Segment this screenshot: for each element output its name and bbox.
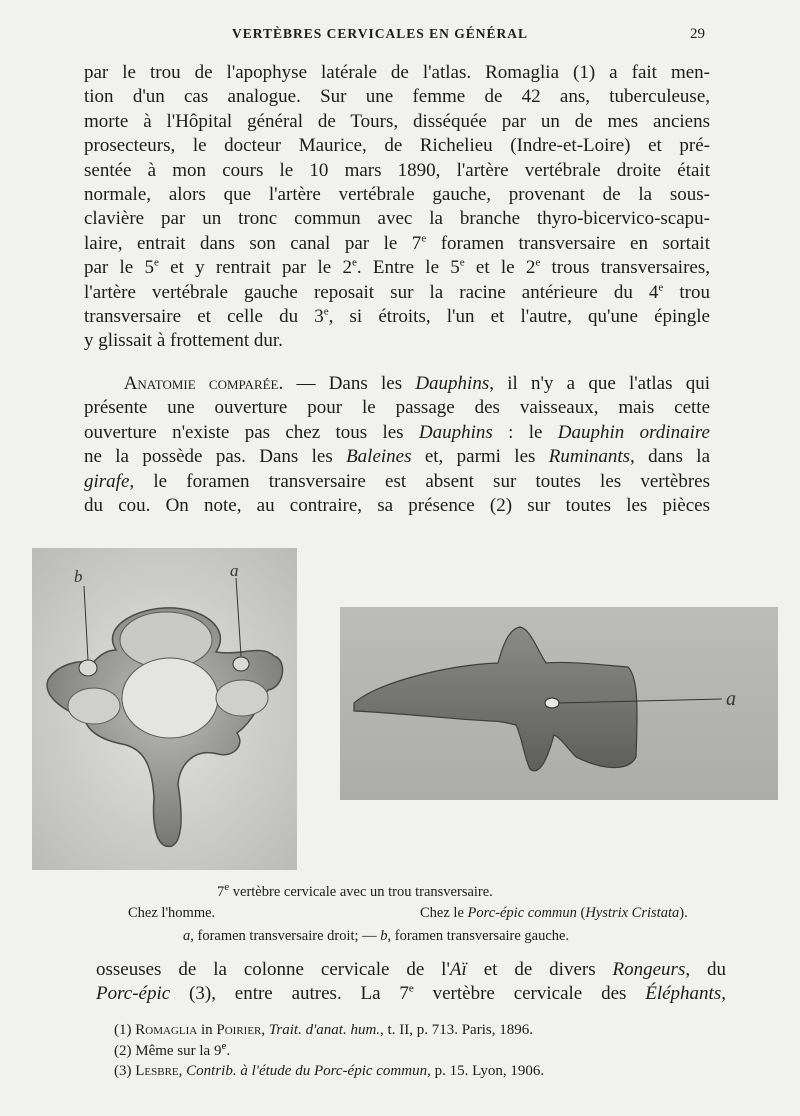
- articular-facet-left: [68, 688, 120, 724]
- human-vertebra-figure: [32, 548, 297, 870]
- text-line: clavière par un tronc commun avec la branche thyro-bicervico-scapu-: [84, 208, 710, 230]
- text-line: ouverture n'existe pas chez tous les Dauphins : le Dauphin ordinaire: [84, 421, 710, 443]
- caption-right: Chez le Porc-épic commun (Hystrix Cristata).: [420, 905, 688, 921]
- text-line: transversaire et celle du 3e, si étroits, l'un et l'autre, qu'une épingle: [84, 305, 710, 328]
- text-line: Anatomie comparée. — Dans les Dauphins, il n'y a que l'atlas qui: [123, 373, 711, 394]
- caption-left: Chez l'homme.: [128, 905, 216, 921]
- articular-facet-right: [216, 680, 268, 716]
- text-line: laire, entrait dans son canal par le 7e foramen transversaire en sortait: [84, 232, 710, 254]
- label-a: a: [726, 688, 736, 710]
- paragraph-3: [96, 958, 726, 1007]
- text-line: Porc-épic (3), entre autres. La 7e vertèbre cervicale des Éléphants,: [96, 983, 726, 1005]
- text-line: par le trou de l'apophyse latérale de l'atlas. Romaglia (1) a fait men-: [84, 62, 710, 83]
- paragraph-1: [84, 61, 710, 354]
- text-line: sentée à mon cours le 10 mars 1890, l'artère vertébrale droite était: [84, 159, 710, 181]
- figure-caption: 7e vertèbre cervicale avec un trou transversaire.: [217, 881, 493, 900]
- footnote-1: (1) Romaglia in Poirier, Trait. d'anat. hum., t. II, p. 713. Paris, 1896.: [114, 1022, 533, 1038]
- page-number: 29: [690, 26, 705, 42]
- text-line: osseuses de la colonne cervicale de l'Aï et de divers Rongeurs, du: [96, 959, 727, 980]
- foramen-b: [79, 660, 97, 676]
- page-header: [0, 26, 800, 50]
- text-line: tion d'un cas analogue. Sur une femme de 42 ans, tuberculeuse,: [84, 86, 710, 108]
- label-b: b: [74, 567, 83, 586]
- paragraph-2: [84, 372, 710, 518]
- porcupine-vertebra-figure: [340, 607, 778, 800]
- footnote-3: (3) Lesbre, Contrib. à l'étude du Porc-épic commun, p. 15. Lyon, 1906.: [114, 1063, 545, 1079]
- running-title: VERTÈBRES CERVICALES EN GÉNÉRAL: [232, 26, 528, 41]
- text-line: prosecteurs, le docteur Maurice, de Richelieu (Indre-et-Loire) et pré-: [84, 135, 710, 157]
- text-line: par le 5e et y rentrait par le 2e. Entre le 5e et le 2e trous transversaires,: [84, 256, 710, 279]
- foramen-a: [545, 698, 559, 708]
- text-line: y glissait à frottement dur.: [84, 330, 283, 352]
- text-line: l'artère vertébrale gauche reposait sur la racine antérieure du 4e trou: [84, 281, 711, 303]
- text-line: du cou. On note, au contraire, sa présence (2) sur toutes les pièces: [84, 495, 710, 517]
- text-line: morte à l'Hôpital général de Tours, disséquée par un de mes anciens: [84, 110, 710, 132]
- caption-legend: a, foramen transversaire droit; — b, foramen transversaire gauche.: [183, 928, 570, 944]
- text-line: girafe, le foramen transversaire est absent sur toutes les vertèbres: [84, 470, 710, 492]
- text-line: ne la possède pas. Dans les Baleines et, parmi les Ruminants, dans la: [84, 446, 710, 468]
- text-line: normale, alors que l'artère vertébrale gauche, provenant de la sous-: [84, 184, 710, 206]
- vertebral-foramen: [122, 658, 218, 738]
- text-line: présente une ouverture pour le passage des vaisseaux, mais cette: [84, 397, 710, 419]
- foramen-a: [233, 657, 249, 671]
- section-heading: Anatomie comparée.: [123, 373, 284, 394]
- footnote-2: (2) Même sur la 9e.: [114, 1039, 231, 1059]
- footnotes: [114, 1020, 754, 1082]
- label-a: a: [230, 561, 239, 580]
